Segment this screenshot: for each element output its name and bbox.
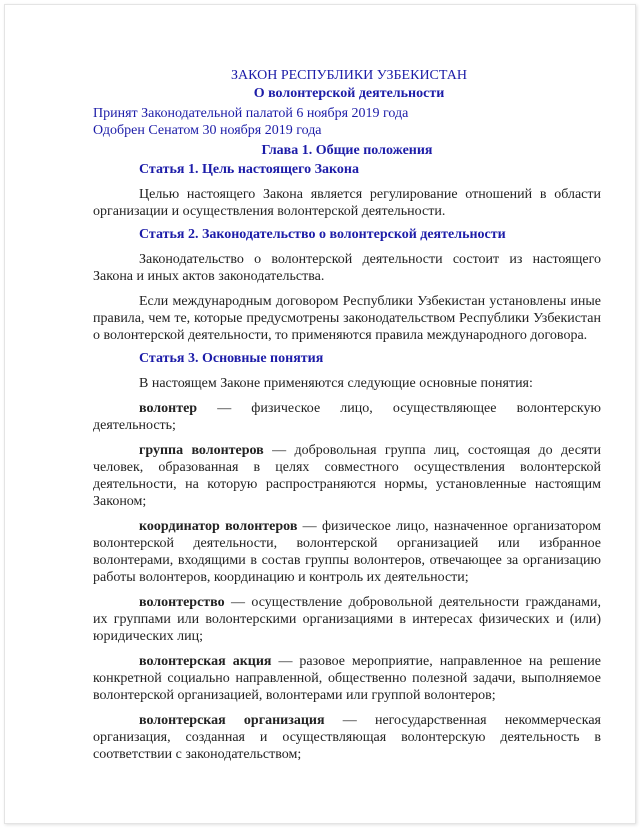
article-1-heading: Статья 1. Цель настоящего Закона <box>139 162 359 177</box>
definition <box>93 594 601 645</box>
definition-term: группа волонтеров <box>139 443 264 458</box>
definition-text: — добровольная группа лиц, состоящая до десяти человек, образованная в целях совместного осуществления волонтерской деятельности, на которую распространяются нормы, установленные настоящим Законом; <box>93 443 601 509</box>
definition-text: — негосударственная некоммерческая организация, созданная и осуществляющая волонтерскую деятельность в соответствии с законодательством; <box>93 713 601 762</box>
article-2-paragraph-2: Если международным договором Республики Узбекистан установлены иные правила, чем те, которые предусмотрены законодательством Республики Узбекистан о волонтерской деятельности, то применяются правила международного договора. <box>93 294 601 343</box>
article-2-heading: Статья 2. Законодательство о волонтерской деятельности <box>139 227 506 242</box>
definition-text: — физическое лицо, назначенное организатором волонтерской деятельности, волонтерской организацией или избранное волонтерами, входящими в состав группы волонтеров, отвечающее за организацию работы волонтеров, координацию и контроль их деятельности; <box>93 519 601 585</box>
article-3-heading: Статья 3. Основные понятия <box>139 351 324 366</box>
chapter-heading: Глава 1. Общие положения <box>261 143 433 158</box>
approved-line: Одобрен Сенатом 30 ноября 2019 года <box>93 123 322 138</box>
article-1-paragraph: Целью настоящего Закона является регулирование отношений в области организации и осуществления волонтерской деятельности. <box>93 187 601 219</box>
definition-text: — физическое лицо, осуществляющее волонтерскую деятельность; <box>93 401 601 433</box>
document-body <box>93 67 601 763</box>
article-3-intro: В настоящем Законе применяются следующие основные понятия: <box>139 376 533 391</box>
definition-term: волонтерская организация <box>139 713 325 728</box>
definition-term: координатор волонтеров <box>139 519 298 534</box>
law-title: ЗАКОН РЕСПУБЛИКИ УЗБЕКИСТАН <box>231 68 467 83</box>
article-2-paragraph-1: Законодательство о волонтерской деятельности состоит из настоящего Закона и иных актов законодательства. <box>93 252 601 284</box>
definition-term: волонтерство <box>139 595 225 610</box>
definition-term: волонтер <box>139 401 198 416</box>
definition <box>93 518 601 586</box>
definition-text: — осуществление добровольной деятельности гражданами, их группами или волонтерскими организациями в интересах физических и (или) юридических лиц; <box>93 595 601 644</box>
definition-term: волонтерская акция <box>139 654 272 669</box>
definition <box>93 712 601 763</box>
law-subtitle: О волонтерской деятельности <box>253 86 445 101</box>
document-page <box>4 4 636 824</box>
adopted-line: Принят Законодательной палатой 6 ноября 2019 года <box>93 106 409 121</box>
definition <box>93 400 601 434</box>
definition-text: — разовое мероприятие, направленное на решение конкретной социально направленной, общественно полезной задачи, выполняемое волонтерской организацией, волонтерами или группой волонтеров; <box>93 654 601 703</box>
definition <box>93 653 601 704</box>
definition <box>93 442 601 510</box>
